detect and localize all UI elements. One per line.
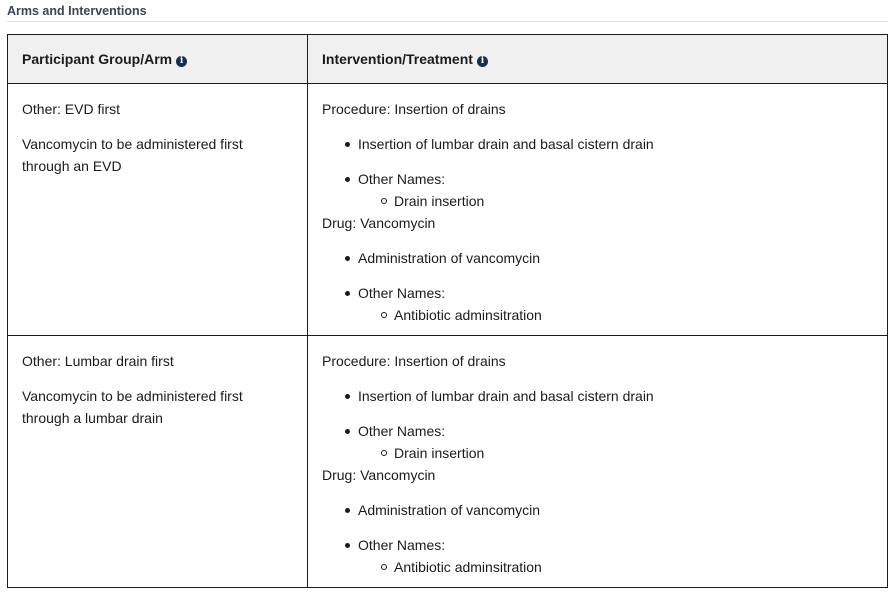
- arm-cell: [8, 84, 308, 336]
- arm-description: Vancomycin to be administered first through a lumbar drain: [22, 388, 243, 426]
- other-names-item: [344, 534, 873, 578]
- intervention-description: Administration of vancomycin: [344, 499, 873, 521]
- other-name: Drain insertion: [380, 190, 873, 212]
- intervention-title: Drug: Vancomycin: [322, 467, 436, 483]
- other-names-label: Other Names:: [358, 285, 446, 301]
- section-title: Arms and Interventions: [7, 4, 147, 18]
- other-names-item: [344, 282, 873, 326]
- info-icon[interactable]: i: [477, 56, 488, 67]
- other-name: Drain insertion: [380, 442, 873, 464]
- other-name: Antibiotic adminsitration: [380, 556, 873, 578]
- intervention-details: [322, 247, 873, 326]
- intervention-details: [322, 499, 873, 578]
- intervention-title: Procedure: Insertion of drains: [322, 101, 506, 117]
- intervention-details: [322, 133, 873, 212]
- info-icon[interactable]: i: [176, 56, 187, 67]
- table-row: [8, 336, 888, 588]
- arm-description: Vancomycin to be administered first through an EVD: [22, 136, 243, 174]
- other-names-item: [344, 420, 873, 464]
- other-names-label: Other Names:: [358, 537, 446, 553]
- other-names-label: Other Names:: [358, 423, 446, 439]
- arm-title: Other: EVD first: [22, 101, 121, 117]
- arm-title: Other: Lumbar drain first: [22, 353, 174, 369]
- other-names-list: [358, 304, 873, 326]
- other-names-item: [344, 168, 873, 212]
- intervention-cell: [308, 84, 888, 336]
- other-names-label: Other Names:: [358, 171, 446, 187]
- table-row: [8, 84, 888, 336]
- arm-cell: [8, 336, 308, 588]
- arms-interventions-table: [7, 34, 888, 588]
- other-names-list: [358, 190, 873, 212]
- intervention-description: Insertion of lumbar drain and basal cistern drain: [344, 385, 873, 407]
- section-divider: [7, 21, 888, 22]
- intervention-details: [322, 385, 873, 464]
- intervention-description: Administration of vancomycin: [344, 247, 873, 269]
- intervention-title: Drug: Vancomycin: [322, 215, 436, 231]
- other-names-list: [358, 442, 873, 464]
- column-header-intervention: [308, 35, 888, 84]
- intervention-description: Insertion of lumbar drain and basal cistern drain: [344, 133, 873, 155]
- column-header-arm: [8, 35, 308, 84]
- intervention-cell: [308, 336, 888, 588]
- intervention-title: Procedure: Insertion of drains: [322, 353, 506, 369]
- column-header-arm-label: Participant Group/Arm: [22, 51, 173, 67]
- column-header-intervention-label: Intervention/Treatment: [322, 51, 473, 67]
- other-names-list: [358, 556, 873, 578]
- table-header-row: [8, 35, 888, 84]
- other-name: Antibiotic adminsitration: [380, 304, 873, 326]
